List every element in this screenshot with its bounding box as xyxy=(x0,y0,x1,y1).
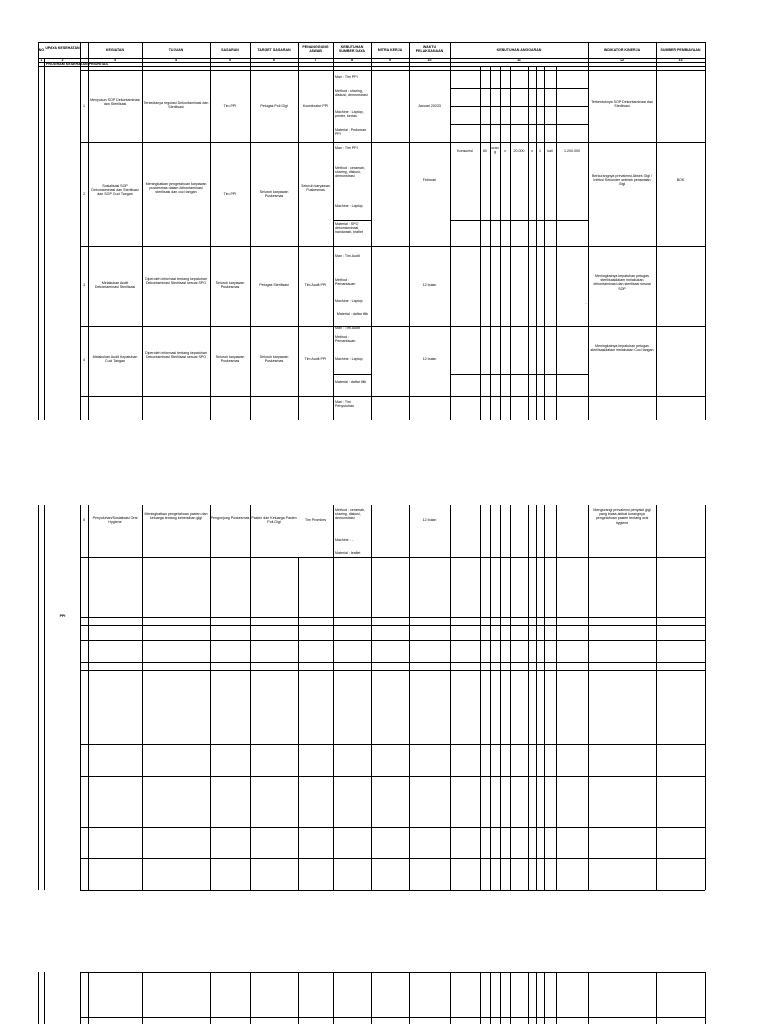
row-sd-machine: Machine : Laptop xyxy=(335,357,363,361)
row-tujuan: Diperoleh informasi tentang kepatuhan Dekontaminasi Sterilisasi sesuai SPO xyxy=(145,277,207,286)
col-number: 4 xyxy=(175,58,177,62)
row-tujuan: Tersedianya regulasi Dekontaminasi dan Sterilisasi xyxy=(143,101,209,110)
col-number: 9 xyxy=(389,58,391,62)
row-target: Petugas Sterilisasi xyxy=(259,283,289,287)
budget-times: x xyxy=(504,149,506,153)
col-number: 3 xyxy=(114,58,116,62)
row-kegiatan: Penyuluhan/Sosialisasi Oral Hygiene xyxy=(92,516,138,525)
row-sd-method: Method : ceramah, sharing, diskusi, demonstrasi xyxy=(335,508,365,521)
row-sd-method: Method : Pemantauan xyxy=(335,335,356,344)
col-number: 13 xyxy=(678,58,683,62)
header-mitra: MITRA KERJA xyxy=(377,48,403,52)
row-kegiatan: Sosialisasi SOP Dekontaminasi dan Sterilisasi dan SOP Cuci Tangan xyxy=(91,184,139,197)
row-no: 3 xyxy=(83,283,85,287)
budget-item: Konsumsi xyxy=(457,149,473,153)
row-sd-machine: Machine : Laptop xyxy=(335,299,363,303)
budget-qty: 60 xyxy=(483,149,487,153)
row-target: Petugas Poli Gigi xyxy=(260,104,288,108)
row-indikator: Mengurangi prevalensi penyakit gigi yang biasa akibat kurangnya pengetahuan pasien tentang oral hygiene xyxy=(593,508,651,525)
row-pj: Tim Audit PPI xyxy=(304,357,327,361)
header-pembiayaan: SUMBER PEMBIAYAAN xyxy=(660,48,701,52)
row-sd-man: Man : Tim Audit xyxy=(335,326,360,330)
header-anggaran: KEBUTUHAN ANGGARAN xyxy=(496,48,542,52)
col-number: 7 xyxy=(314,58,317,62)
col-number: 8 xyxy=(351,58,353,62)
header-upaya: UPAYA KESEHATAN xyxy=(45,46,80,50)
row-sd-material: Material : leaflet xyxy=(335,551,361,555)
header-tujuan: TUJUAN xyxy=(168,48,184,52)
row-tujuan: Meningkatkan pengetahuan pasien dan keluarga tentang kebersihan gigi xyxy=(144,512,208,521)
row-no: 5 xyxy=(83,518,85,522)
row-sasaran: Tim PPI xyxy=(223,104,237,108)
header-pj: PENANGGUNG JAWAB xyxy=(302,45,329,54)
page-1 xyxy=(0,0,768,420)
row-no: 4 xyxy=(83,358,85,362)
row-sd-man: Man : Tim PPI xyxy=(335,146,358,150)
row-sasaran: Pengunjung Puskesmas xyxy=(210,516,250,520)
row-sd-machine: Machine : - xyxy=(335,538,353,542)
row-pj: Seluruh karyawan Puskesmas xyxy=(301,184,330,193)
row-sd-material: Material : Pedoman PPI xyxy=(335,128,367,137)
row-sasaran: Tim PPI xyxy=(223,192,237,196)
row-pj: Tim Audit PPI xyxy=(304,283,327,287)
row-sd-material: Material : daftar tilik xyxy=(335,380,367,384)
row-target: Seluruh karyawan Puskesmas xyxy=(259,190,289,199)
header-no: NO xyxy=(38,48,45,52)
row-waktu: 12 bulan xyxy=(422,357,437,361)
col-number: 1 xyxy=(40,58,43,62)
row-waktu: 12 bulan xyxy=(422,518,437,522)
col-number: 5 xyxy=(229,58,231,62)
row-sd-man: Man : Tim Penyuluhan xyxy=(335,400,354,409)
header-indikator: INDIKATOR KINERJA xyxy=(603,48,641,52)
row-target: Pasien dan Keluarga Pasien Poli Gigi xyxy=(251,516,297,525)
header-target: TARGET SASARAN xyxy=(257,48,291,52)
row-sd-method: Method : sharing, diskusi, demonstrasi xyxy=(335,89,368,98)
header-sasaran: SASARAN xyxy=(221,48,239,52)
row-sd-material: Material : daftar tilik xyxy=(336,312,369,316)
row-indikator: Meningkatnya kepatuhan petugas sterilisasidalam melakukan dekontaminasi dan sterilisasi sesuai SOP xyxy=(593,274,651,291)
header-sumber-daya: KEBUTUHAN SUMBER DAYA xyxy=(338,45,366,54)
row-indikator: Terbentuknya SOP Dekontaminasi dan Sterilisasi xyxy=(591,100,653,109)
row-pj: Koordinator PPI xyxy=(302,104,329,108)
col-number: 10 xyxy=(427,58,432,62)
row-sd-method: Method : Pemantauan xyxy=(335,278,356,287)
row-sd-man: Man : Tim PPI xyxy=(335,75,358,79)
header-kegiatan: KEGIATAN xyxy=(105,48,125,52)
budget-freq-unit: kali xyxy=(547,149,553,153)
row-sd-method: Method : ceramah, sharing, diskusi, demonstrasi xyxy=(335,166,365,179)
row-sd-man: Man : Tim Audit xyxy=(335,254,360,258)
row-waktu: Januari 20233 xyxy=(418,104,441,108)
row-no: 2 xyxy=(83,192,85,196)
page-3 xyxy=(0,972,768,1024)
row-target: Seluruh karyawan Puskesmas xyxy=(259,355,289,364)
row-waktu: Februari xyxy=(422,178,437,182)
budget-times: x xyxy=(531,149,533,153)
col-number: 12 xyxy=(620,58,624,62)
row-tujuan: Meningkatkan pengetahuan karyawan puskesmas dalam dekontaminasi sterilisasi dan cuci tangan xyxy=(145,182,207,195)
row-sd-machine: Machine : Laptop, printer, kertas xyxy=(335,110,364,119)
row-sasaran: Seluruh karyawan Puskesmas xyxy=(215,355,245,364)
col-number: 11 xyxy=(517,58,521,62)
upaya-kesehatan-label: PPI xyxy=(59,614,66,618)
program-title: PROGRAM KESEHATAN PRIORITAS xyxy=(46,62,108,66)
header-waktu: WAKTU PELAKSANAAN xyxy=(415,45,444,54)
budget-freq: 1 xyxy=(539,149,541,153)
budget-total: 1.200.000 xyxy=(564,149,580,153)
row-indikator: Meningkatnya kepatuhan petugas sterilisasidalam melakukan Cuci tangan xyxy=(590,344,654,353)
row-waktu: 12 bulan xyxy=(422,283,437,287)
row-sd-machine: Machine : Laptop xyxy=(335,204,363,208)
row-kegiatan: Menyusun SOP Dekontaminasi dan Sterilisasi xyxy=(90,98,140,107)
row-kegiatan: Melakukan Audit Dekontaminasi Sterilisasi xyxy=(94,281,136,290)
row-no: 1 xyxy=(83,104,85,108)
row-dash: - xyxy=(585,301,587,305)
budget-unit: oran g xyxy=(491,146,499,155)
row-sasaran: Seluruh karyawan Puskesmas xyxy=(215,281,245,290)
row-tujuan: Diperoleh informasi tentang kepatuhan Dekontaminasi Sterilisasi sesuai SPO xyxy=(145,351,207,360)
col-number: 6 xyxy=(273,58,275,62)
row-sd-material: Material : SPO dekontaminasi, handwash, leaflet xyxy=(335,222,363,235)
row-pj: Tim Promkes xyxy=(304,518,327,522)
row-pembiayaan: BOK xyxy=(676,178,685,182)
row-indikator: Berkurangnya prevalensi Abses Gigi / Infeksi Sekunder setelah perawatan Gigi xyxy=(592,174,652,187)
budget-price: 20.000 xyxy=(513,149,525,153)
col-number: 2 xyxy=(61,58,64,62)
page-2 xyxy=(0,505,768,893)
row-kegiatan: Melakukan Audit Kepatuhan Cuci Tangan xyxy=(92,355,138,364)
